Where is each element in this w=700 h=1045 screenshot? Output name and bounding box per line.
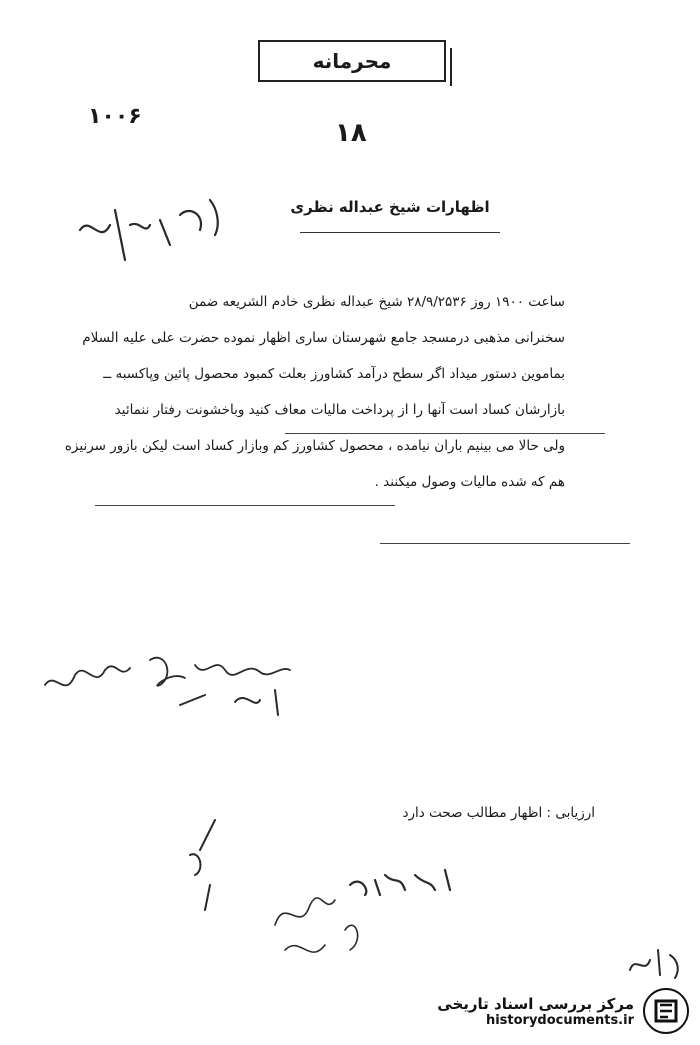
registration-stamp — [255, 855, 465, 985]
archive-watermark — [420, 985, 690, 1037]
classification-stamp: محرمانه — [258, 40, 446, 82]
body-line: بازارشان کساد است آنها را از پرداخت مالیات معاف کنید وباخشونت رفتار ننمائید — [114, 402, 565, 418]
watermark-text — [437, 995, 634, 1028]
evaluation-note: ارزیابی : اظهار مطالب صحت دارد — [402, 805, 595, 821]
watermark-url: historydocuments.ir — [485, 1012, 634, 1028]
underline-mark — [95, 505, 395, 506]
handwritten-signature — [30, 630, 310, 750]
document-number: ۱۰۰۶ — [88, 104, 142, 129]
page-number: ۱۸ — [335, 118, 367, 148]
body-line: هم که شده مالیات وصول میکنند . — [374, 474, 565, 490]
body-line: بماموین دستور میداد اگر سطح درآمد کشاورز بعلت کمبود محصول پائین وپاکسبه ــ — [103, 366, 565, 382]
body-line: سخنرانی مذهبی درمسجد جامع شهرستان ساری اظهار نموده حضرت علی علیه السلام — [82, 330, 565, 346]
body-line: ولی حالا می بینیم باران نیامده ، محصول کشاورز کم وبازار کساد است لیکن بازور سرنیزه — [64, 438, 565, 454]
handwritten-date — [70, 190, 240, 270]
body-line: ساعت ۱۹۰۰ روز ۲۸/۹/۲۵۳۶ شیخ عبداله نظری خادم الشریعه ضمن — [188, 294, 565, 310]
underline-mark — [380, 543, 630, 544]
archive-logo-icon — [642, 987, 690, 1035]
underline-mark — [285, 433, 605, 434]
margin-handwriting — [170, 815, 250, 915]
title-underline — [300, 232, 500, 233]
reference-scribble — [620, 940, 690, 985]
watermark-title: مرکز بررسی اسناد تاریخی — [437, 994, 634, 1013]
document-title: اظهارات شیخ عبداله نظری — [290, 198, 490, 216]
body-text — [64, 284, 565, 500]
